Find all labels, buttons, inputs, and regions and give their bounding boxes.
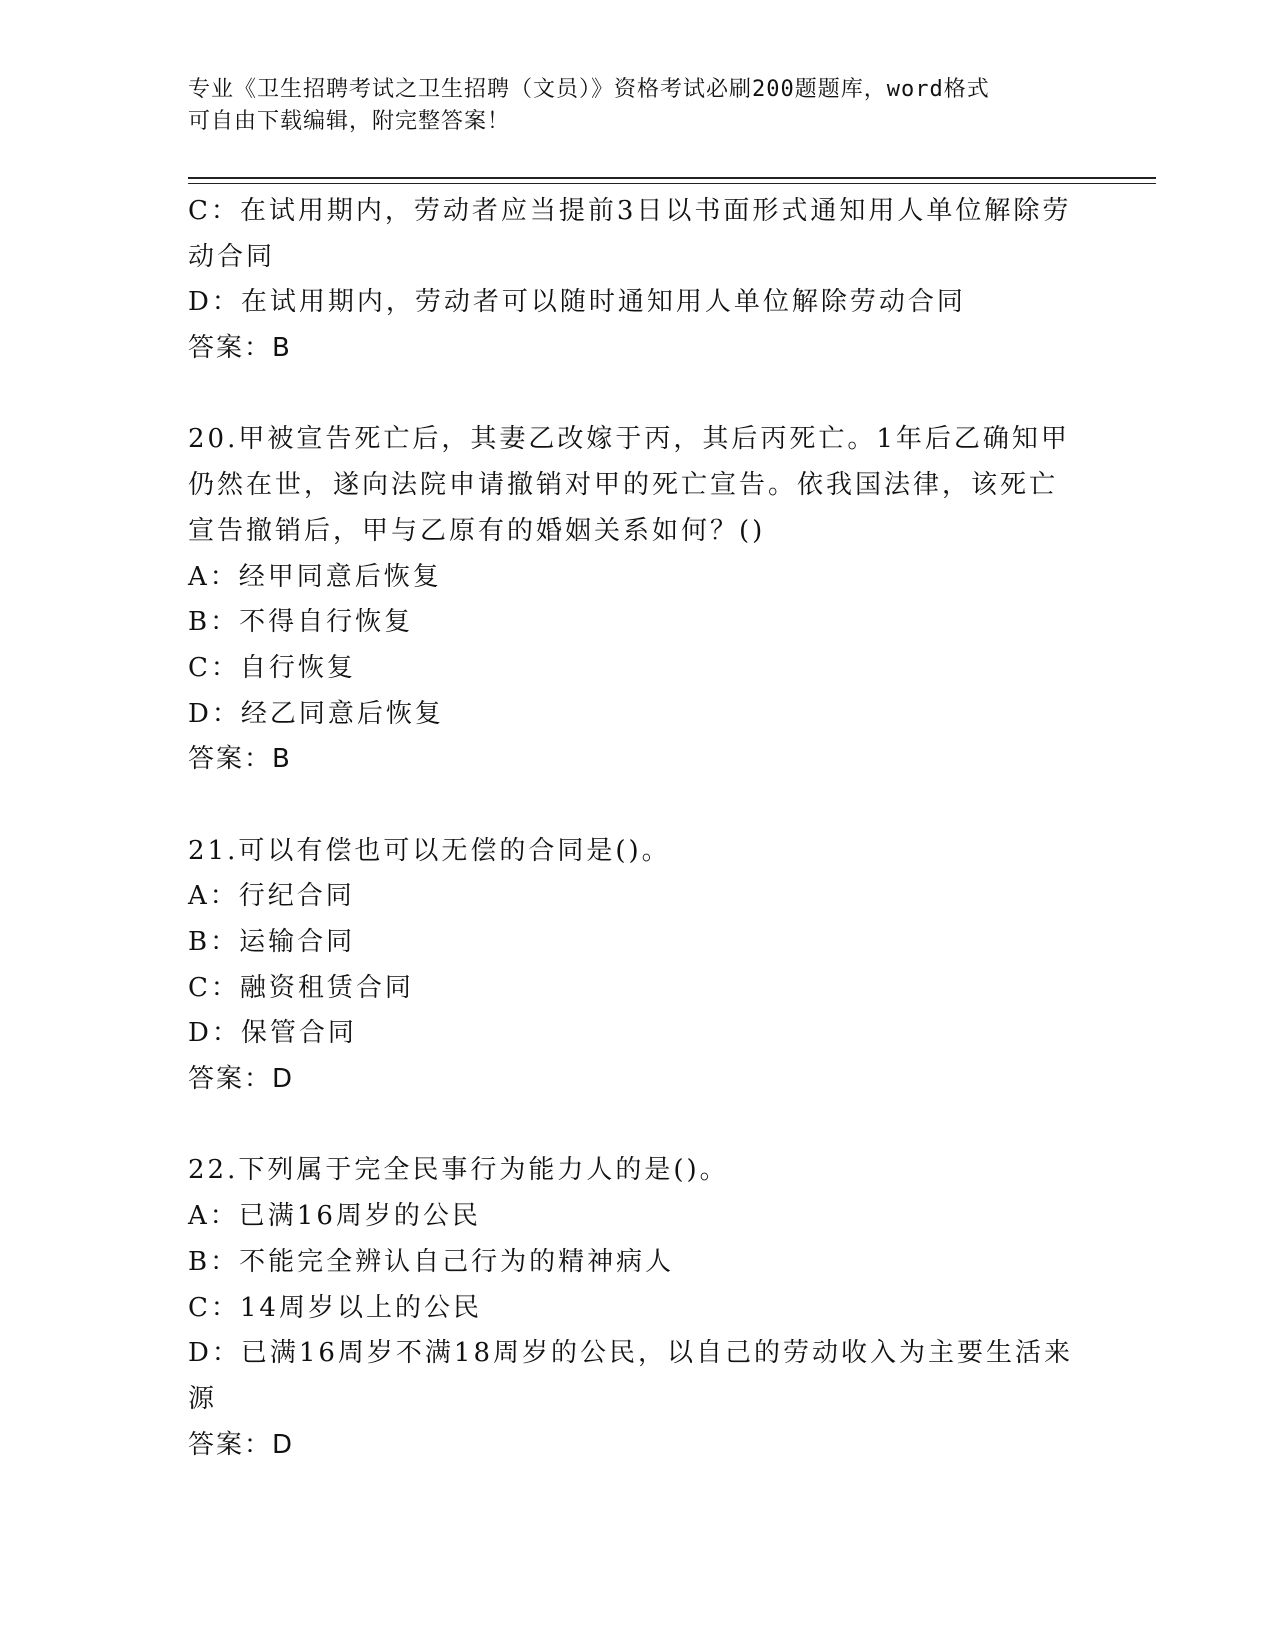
question-block-22 [188,1148,1088,1468]
spacer [188,783,1088,829]
option-d: D：保管合同 [188,1018,357,1049]
option-c-line1: C：在试用期内，劳动者应当提前3日以书面形式通知用人单位解除劳 [188,196,1072,226]
answer: 答案：B [188,333,292,364]
option-a: A：已满16周岁的公民 [188,1201,481,1232]
option-a: A：行纪合同 [188,881,355,912]
option-d: D：经乙同意后恢复 [188,698,444,729]
question-block-19 [188,189,1088,372]
question-block-20 [188,417,1088,783]
document-header [188,74,1088,138]
answer: 答案：D [188,1429,295,1460]
question-stem: 仍然在世，遂向法院申请撤销对甲的死亡宣告。依我国法律，该死亡 [188,470,1059,501]
option-d-line2: 源 [188,1383,218,1414]
option-b: B：运输合同 [188,927,356,957]
option-c: C：自行恢复 [188,652,356,683]
question-stem: 宣告撤销后，甲与乙原有的婚姻关系如何？() [188,515,766,546]
option-d-line1: D：已满16周岁不满18周岁的公民，以自己的劳动收入为主要生活来 [188,1338,1074,1369]
header-title-line2: 可自由下载编辑，附完整答案！ [188,109,511,134]
question-block-21 [188,829,1088,1103]
option-a: A：经甲同意后恢复 [188,561,442,592]
question-stem: 22.下列属于完全民事行为能力人的是()。 [188,1155,729,1186]
question-stem: 20.甲被宣告死亡后，其妻乙改嫁于丙，其后丙死亡。1年后乙确知甲 [188,424,1070,455]
option-b: B：不得自行恢复 [188,607,414,638]
document-body [188,189,1088,1468]
spacer [188,372,1088,418]
option-d: D：在试用期内，劳动者可以随时通知用人单位解除劳动合同 [188,287,966,318]
answer: 答案：D [188,1064,295,1095]
option-c: C：融资租赁合同 [188,972,414,1003]
spacer [188,1103,1088,1149]
header-rule-thin [188,183,1156,184]
answer: 答案：B [188,744,292,775]
option-c-line2: 动合同 [188,241,276,272]
question-stem: 21.可以有偿也可以无偿的合同是()。 [188,835,671,866]
option-c: C：14周岁以上的公民 [188,1292,482,1323]
option-b: B：不能完全辨认自己行为的精神病人 [188,1246,675,1277]
header-rule-thick [188,177,1156,179]
header-title-line1: 专业《卫生招聘考试之卫生招聘（文员）》资格考试必刷200题题库，word格式 [188,77,990,102]
